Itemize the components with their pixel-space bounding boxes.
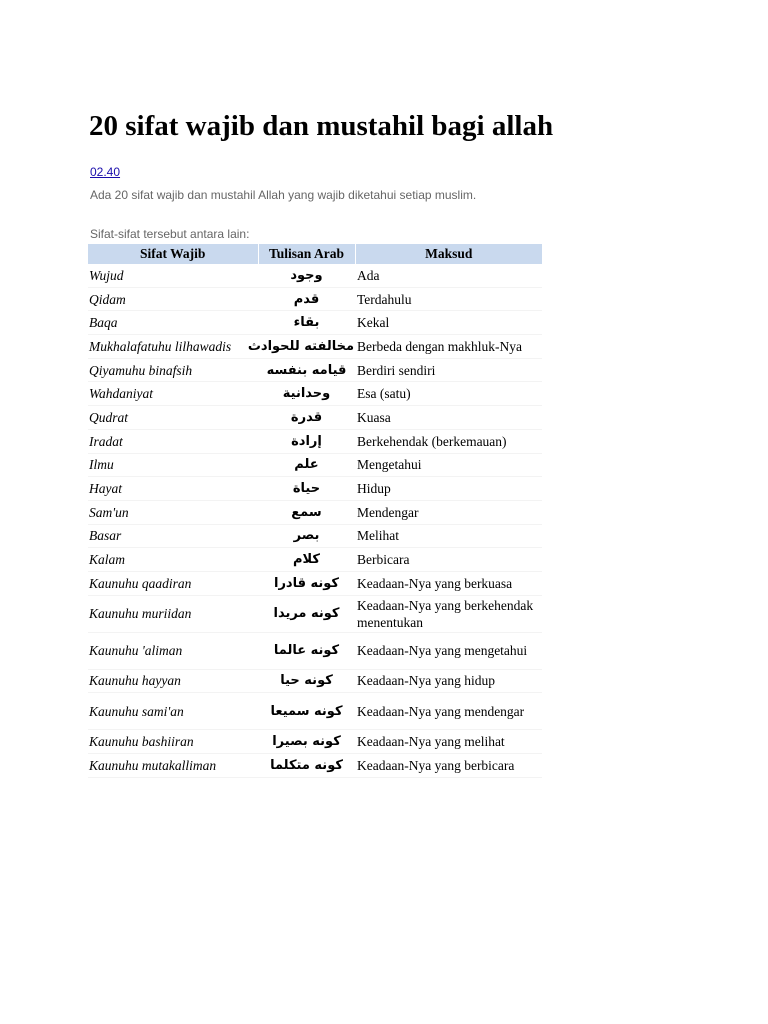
table-row [88, 453, 542, 477]
table-row [88, 500, 542, 524]
table-row [88, 477, 542, 501]
cell-sifat-name: Qiyamuhu binafsih [88, 358, 258, 382]
cell-maksud: Melihat [355, 524, 542, 548]
cell-arab-text: علم [258, 453, 355, 477]
cell-arab-text: قدم [258, 287, 355, 311]
cell-sifat-name: Kaunuhu 'aliman [88, 632, 258, 669]
cell-arab-text: وجود [258, 264, 355, 287]
cell-maksud: Berdiri sendiri [355, 358, 542, 382]
table-row [88, 311, 542, 335]
cell-maksud: Berbicara [355, 548, 542, 572]
cell-sifat-name: Wujud [88, 264, 258, 287]
page-title: 20 sifat wajib dan mustahil bagi allah [89, 110, 554, 142]
cell-sifat-name: Kaunuhu mutakalliman [88, 754, 258, 778]
cell-maksud: Kuasa [355, 406, 542, 430]
cell-maksud: Keadaan-Nya yang berkehendak menentukan [355, 595, 542, 632]
table-row [88, 287, 542, 311]
cell-sifat-name: Sam'un [88, 500, 258, 524]
cell-maksud: Keadaan-Nya yang mendengar [355, 693, 542, 730]
cell-arab-text: مخالفته للحوادث [258, 335, 355, 359]
table-row [88, 548, 542, 572]
cell-arab-text: كونه عالما [258, 632, 355, 669]
cell-arab-text: كونه بصيرا [258, 730, 355, 754]
cell-maksud: Berkehendak (berkemauan) [355, 429, 542, 453]
table-row [88, 429, 542, 453]
cell-arab-text: قدرة [258, 406, 355, 430]
table-row [88, 669, 542, 693]
cell-sifat-name: Wahdaniyat [88, 382, 258, 406]
cell-maksud: Keadaan-Nya yang berbicara [355, 754, 542, 778]
cell-maksud: Keadaan-Nya yang melihat [355, 730, 542, 754]
cell-sifat-name: Qudrat [88, 406, 258, 430]
cell-sifat-name: Kaunuhu muriidan [88, 595, 258, 632]
cell-sifat-name: Baqa [88, 311, 258, 335]
cell-arab-text: سمع [258, 500, 355, 524]
table-row [88, 406, 542, 430]
table-header-row [88, 244, 542, 264]
header-sifat-wajib: Sifat Wajib [88, 244, 258, 264]
cell-sifat-name: Iradat [88, 429, 258, 453]
cell-arab-text: كونه سميعا [258, 693, 355, 730]
cell-maksud: Esa (satu) [355, 382, 542, 406]
cell-maksud: Kekal [355, 311, 542, 335]
cell-arab-text: كونه مريدا [258, 595, 355, 632]
cell-arab-text: كونه قادرا [258, 571, 355, 595]
post-time-link[interactable]: 02.40 [90, 165, 121, 179]
table-row [88, 358, 542, 382]
cell-sifat-name: Hayat [88, 477, 258, 501]
cell-sifat-name: Qidam [88, 287, 258, 311]
cell-maksud: Mengetahui [355, 453, 542, 477]
cell-arab-text: كونه حيا [258, 669, 355, 693]
sifat-wajib-table [88, 244, 542, 778]
table-row [88, 382, 542, 406]
table-row [88, 335, 542, 359]
cell-sifat-name: Ilmu [88, 453, 258, 477]
cell-sifat-name: Mukhalafatuhu lilhawadis [88, 335, 258, 359]
cell-maksud: Ada [355, 264, 542, 287]
table-row [88, 595, 542, 632]
cell-maksud: Keadaan-Nya yang hidup [355, 669, 542, 693]
cell-maksud: Keadaan-Nya yang berkuasa [355, 571, 542, 595]
cell-arab-text: كلام [258, 548, 355, 572]
table-row [88, 524, 542, 548]
header-maksud: Maksud [355, 244, 542, 264]
cell-arab-text: قيامه بنفسه [258, 358, 355, 382]
cell-sifat-name: Kaunuhu bashiiran [88, 730, 258, 754]
cell-maksud: Berbeda dengan makhluk-Nya [355, 335, 542, 359]
cell-arab-text: بصر [258, 524, 355, 548]
cell-arab-text: إرادة [258, 429, 355, 453]
intro-text: Ada 20 sifat wajib dan mustahil Allah yang wajib diketahui setiap muslim. [90, 188, 477, 202]
cell-arab-text: كونه متكلما [258, 754, 355, 778]
table-row [88, 632, 542, 669]
table-caption: Sifat-sifat tersebut antara lain: [90, 227, 250, 241]
cell-arab-text: حياة [258, 477, 355, 501]
header-tulisan-arab: Tulisan Arab [258, 244, 355, 264]
table-row [88, 730, 542, 754]
cell-sifat-name: Kalam [88, 548, 258, 572]
cell-maksud: Keadaan-Nya yang mengetahui [355, 632, 542, 669]
cell-arab-text: وحدانية [258, 382, 355, 406]
table-row [88, 693, 542, 730]
cell-sifat-name: Basar [88, 524, 258, 548]
table-row [88, 264, 542, 287]
table-row [88, 571, 542, 595]
cell-sifat-name: Kaunuhu sami'an [88, 693, 258, 730]
cell-maksud: Terdahulu [355, 287, 542, 311]
cell-sifat-name: Kaunuhu hayyan [88, 669, 258, 693]
cell-sifat-name: Kaunuhu qaadiran [88, 571, 258, 595]
table-row [88, 754, 542, 778]
cell-maksud: Mendengar [355, 500, 542, 524]
cell-maksud: Hidup [355, 477, 542, 501]
cell-arab-text: بقاء [258, 311, 355, 335]
